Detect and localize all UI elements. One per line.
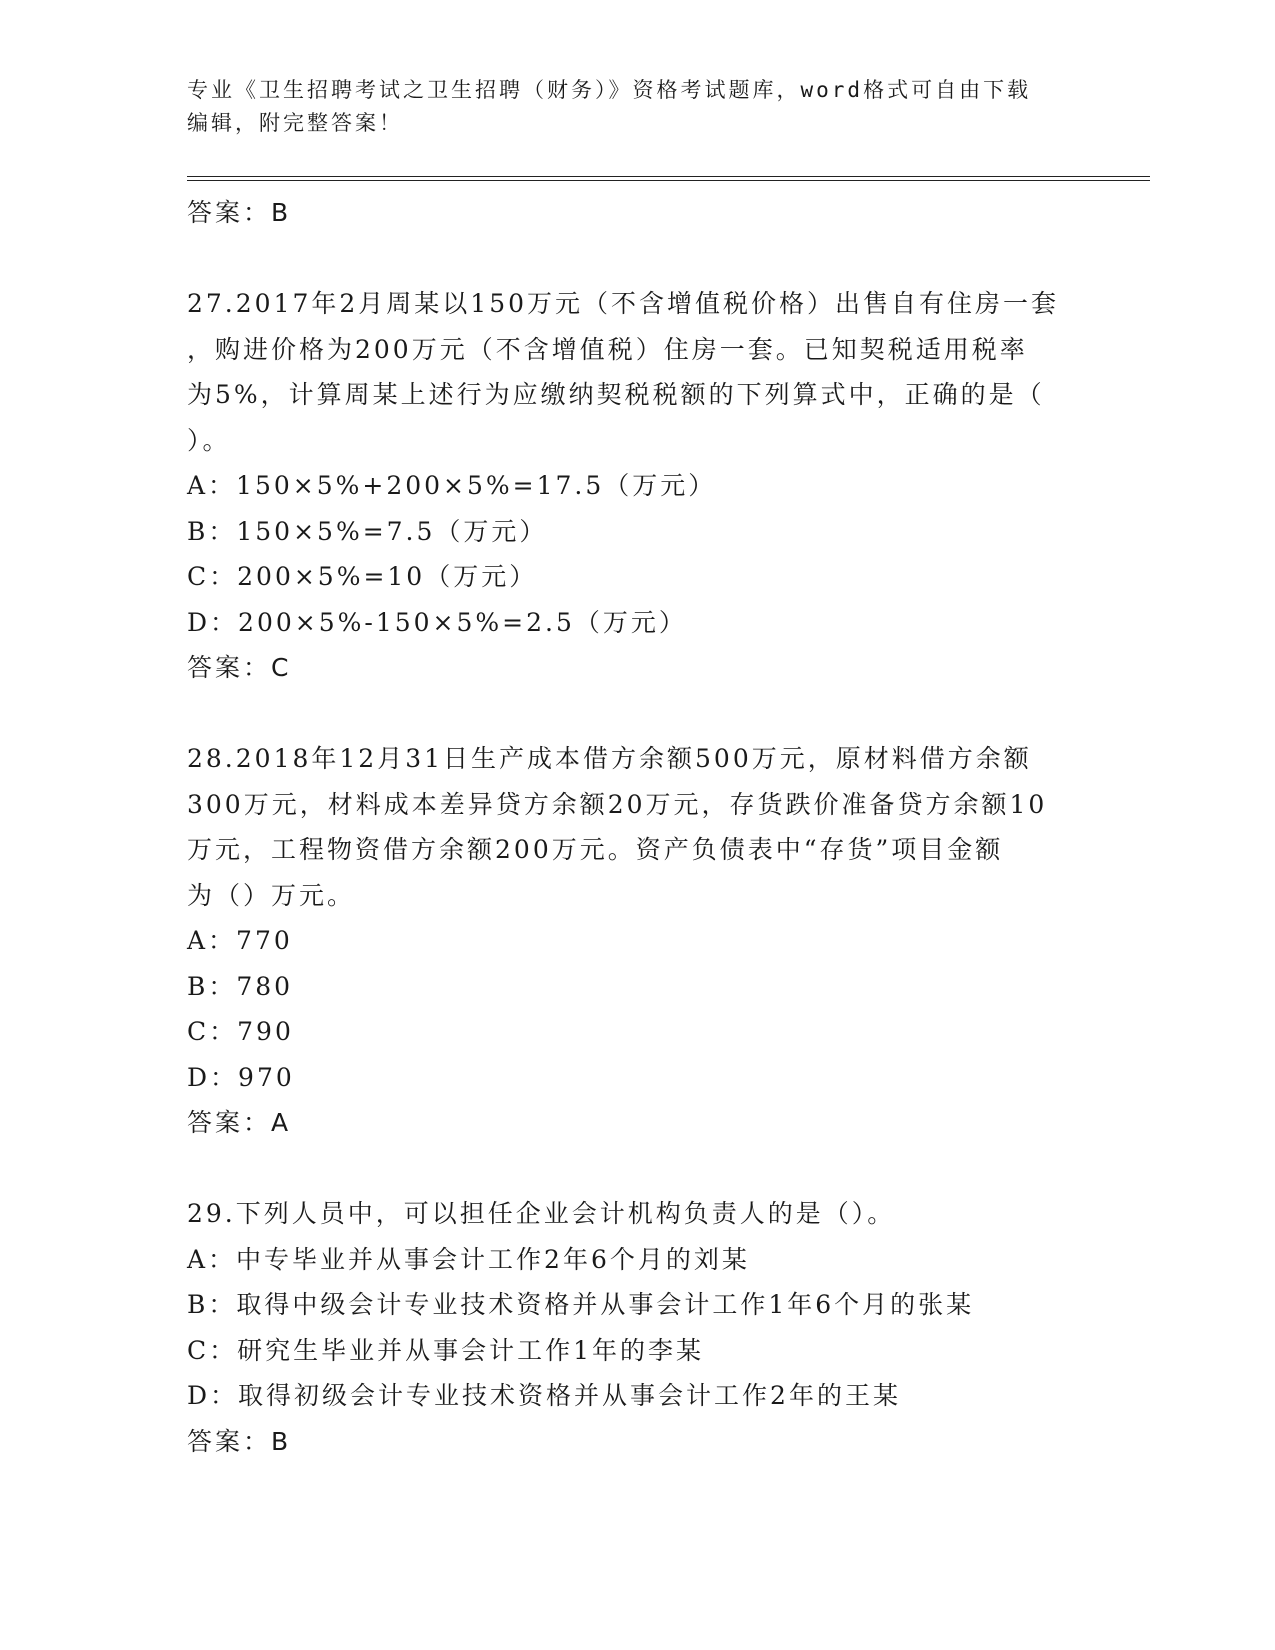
answer-label: 答案：C bbox=[187, 653, 292, 682]
header-divider bbox=[187, 176, 1150, 181]
question-text-line: 万元，工程物资借方余额200万元。资产负债表中“存货”项目金额 bbox=[187, 835, 1004, 864]
option-a: A：150×5%+200×5%=17.5（万元） bbox=[187, 471, 717, 500]
question-text-line: 28.2018年12月31日生产成本借方余额500万元，原材料借方余额 bbox=[187, 744, 1032, 773]
question-text-line: ）。 bbox=[187, 425, 231, 455]
option-c: C：研究生毕业并从事会计工作1年的李某 bbox=[187, 1335, 705, 1365]
spacer bbox=[187, 236, 1087, 282]
question-text-line: 为5%，计算周某上述行为应缴纳契税税额的下列算式中，正确的是（ bbox=[187, 380, 1045, 409]
spacer bbox=[187, 691, 1087, 737]
option-b: B：780 bbox=[187, 971, 294, 1001]
spacer bbox=[187, 1146, 1087, 1192]
answer-label: 答案：B bbox=[187, 1426, 292, 1456]
question-text-line: ，购进价格为200万元（不含增值税）住房一套。已知契税适用税率 bbox=[187, 334, 1028, 364]
question-27 bbox=[187, 281, 1087, 691]
option-a: A：中专毕业并从事会计工作2年6个月的刘某 bbox=[187, 1244, 750, 1274]
previous-answer: 答案：B bbox=[187, 198, 292, 227]
question-list bbox=[187, 190, 1087, 1464]
option-c: C：200×5%=10（万元） bbox=[187, 562, 538, 591]
question-text-line: 27.2017年2月周某以150万元（不含增值税价格）出售自有住房一套 bbox=[187, 289, 1060, 318]
option-d: D：取得初级会计专业技术资格并从事会计工作2年的王某 bbox=[187, 1381, 901, 1410]
option-b: B：150×5%=7.5（万元） bbox=[187, 516, 548, 546]
option-d: D：970 bbox=[187, 1062, 295, 1092]
option-a: A：770 bbox=[187, 926, 293, 955]
option-c: C：790 bbox=[187, 1017, 294, 1046]
question-29 bbox=[187, 1191, 1087, 1464]
answer-label: 答案：A bbox=[187, 1108, 292, 1137]
question-text-line: 29.下列人员中，可以担任企业会计机构负责人的是（）。 bbox=[187, 1199, 896, 1228]
header-line-2: 编辑，附完整答案！ bbox=[187, 111, 403, 135]
question-text-line: 300万元，材料成本差异贷方余额20万元，存货跌价准备贷方余额10 bbox=[187, 789, 1048, 819]
option-b: B：取得中级会计专业技术资格并从事会计工作1年6个月的张某 bbox=[187, 1290, 975, 1319]
header-line-1: 专业《卫生招聘考试之卫生招聘（财务）》资格考试题库，word格式可自由下载 bbox=[187, 78, 1032, 102]
option-d: D：200×5%-150×5%=2.5（万元） bbox=[187, 607, 687, 637]
page-header bbox=[187, 74, 1087, 140]
question-28 bbox=[187, 736, 1087, 1146]
question-text-line: 为（）万元。 bbox=[187, 880, 356, 910]
